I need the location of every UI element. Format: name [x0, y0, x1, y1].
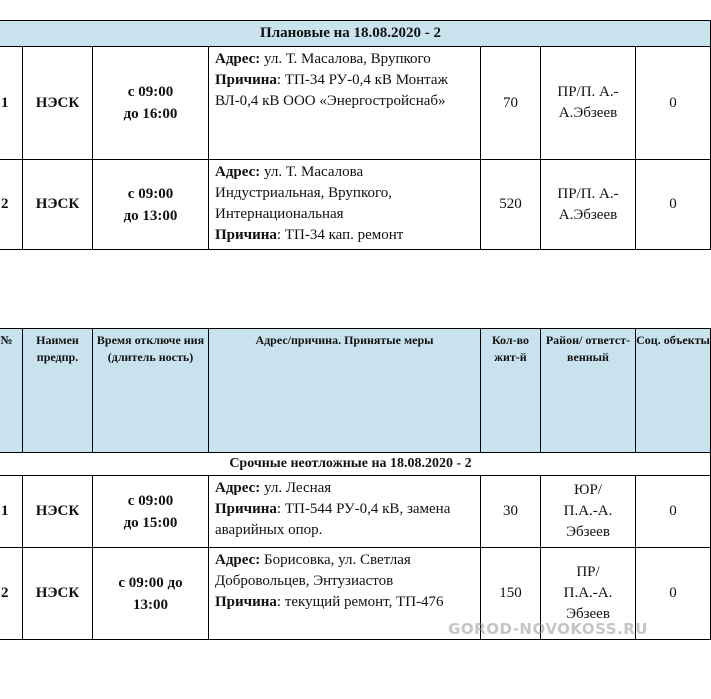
row-number: 2 [0, 160, 23, 250]
social-objects: 0 [636, 47, 711, 160]
time-to: до 15:00 [123, 514, 178, 531]
time-to: до 16:00 [123, 106, 178, 122]
district-line: Эбзеев [566, 524, 610, 540]
district-line: П.А.-А. [563, 585, 613, 601]
time-from: с 09:00 до [118, 574, 183, 591]
address-label: Адрес: [215, 480, 261, 496]
outage-time [93, 160, 209, 250]
site-watermark: GOROD-NOVOKOSS.RU [448, 620, 648, 638]
organization: НЭСК [23, 47, 93, 160]
social-objects: 0 [636, 548, 711, 640]
table-row [0, 47, 711, 160]
address-label: Адрес: [215, 164, 261, 180]
reason-text: : ТП-34 кап. ремонт [276, 227, 404, 243]
reason-text: : ТП-34 РУ-0,4 кВ Монтаж ВЛ-0,4 кВ ООО «Энергостройснаб» [215, 72, 448, 109]
column-header-count: Кол-во жит-й [481, 329, 541, 453]
residents-count: 30 [481, 476, 541, 548]
time-to: до 13:00 [123, 207, 178, 224]
time-from: с 09:00 [127, 84, 174, 100]
row-number: 2 [0, 548, 23, 640]
column-header-time: Время отключе ния (длитель ность) [93, 329, 209, 453]
urgent-title: Срочные неотложные на 18.08.2020 - 2 [0, 453, 711, 476]
district-line: ПР/П. А.- [557, 84, 619, 100]
urgent-table [0, 328, 711, 640]
reason-label: Причина [215, 501, 277, 517]
address-reason [209, 548, 481, 640]
row-number: 1 [0, 476, 23, 548]
social-objects: 0 [636, 476, 711, 548]
column-header-social: Соц. объекты [636, 329, 711, 453]
outage-time [93, 548, 209, 640]
outage-time [93, 476, 209, 548]
reason-label: Причина [215, 594, 277, 610]
social-objects: 0 [636, 160, 711, 250]
residents-count: 150 [481, 548, 541, 640]
organization: НЭСК [23, 548, 93, 640]
column-header-address: Адрес/причина. Принятые меры [209, 329, 481, 453]
address-text: ул. Т. Масалова, Врупкого [260, 51, 431, 67]
reason-label: Причина [215, 227, 277, 243]
address-label: Адрес: [215, 552, 261, 568]
address-reason [209, 476, 481, 548]
time-from: с 09:00 [127, 492, 174, 509]
address-reason [209, 160, 481, 250]
time-from: с 09:00 [127, 185, 174, 202]
address-label: Адрес: [215, 51, 261, 67]
address-text: ул. Т. Масалова Индустриальная, Врупкого, Интернациональная [215, 164, 393, 222]
district-line: А.Эбзеев [558, 206, 618, 223]
residents-count: 70 [481, 47, 541, 160]
address-text: ул. Лесная [260, 480, 332, 496]
district-line: ПР/П. А.- [557, 185, 619, 202]
district-responsible [541, 47, 636, 160]
outage-time [93, 47, 209, 160]
district-line: ПР/ [576, 564, 600, 580]
table-row [0, 476, 711, 548]
organization: НЭСК [23, 476, 93, 548]
column-header-row [0, 329, 711, 453]
planned-title: Плановые на 18.08.2020 - 2 [0, 21, 711, 47]
district-line: П.А.-А. [563, 503, 613, 519]
table-row [0, 160, 711, 250]
reason-text: : текущий ремонт, ТП-476 [276, 594, 444, 610]
column-header-district: Район/ ответст- венный [541, 329, 636, 453]
district-line: ЮР/ [574, 482, 602, 498]
column-header-org: Наимен предпр. [23, 329, 93, 453]
time-to: 13:00 [133, 596, 168, 613]
reason-text: : ТП-544 РУ-0,4 кВ, замена аварийных опор. [215, 501, 451, 538]
residents-count: 520 [481, 160, 541, 250]
column-header-num: № [0, 329, 23, 453]
row-number: 1 [0, 47, 23, 160]
address-text: Борисовка, ул. Светлая Добровольцев, Энтузиастов [215, 552, 411, 589]
address-reason [209, 47, 481, 160]
organization: НЭСК [23, 160, 93, 250]
district-line: А.Эбзеев [558, 105, 618, 121]
reason-label: Причина [215, 72, 277, 88]
district-responsible [541, 476, 636, 548]
district-responsible [541, 160, 636, 250]
planned-table [0, 20, 711, 250]
district-line: Эбзеев [566, 606, 610, 622]
